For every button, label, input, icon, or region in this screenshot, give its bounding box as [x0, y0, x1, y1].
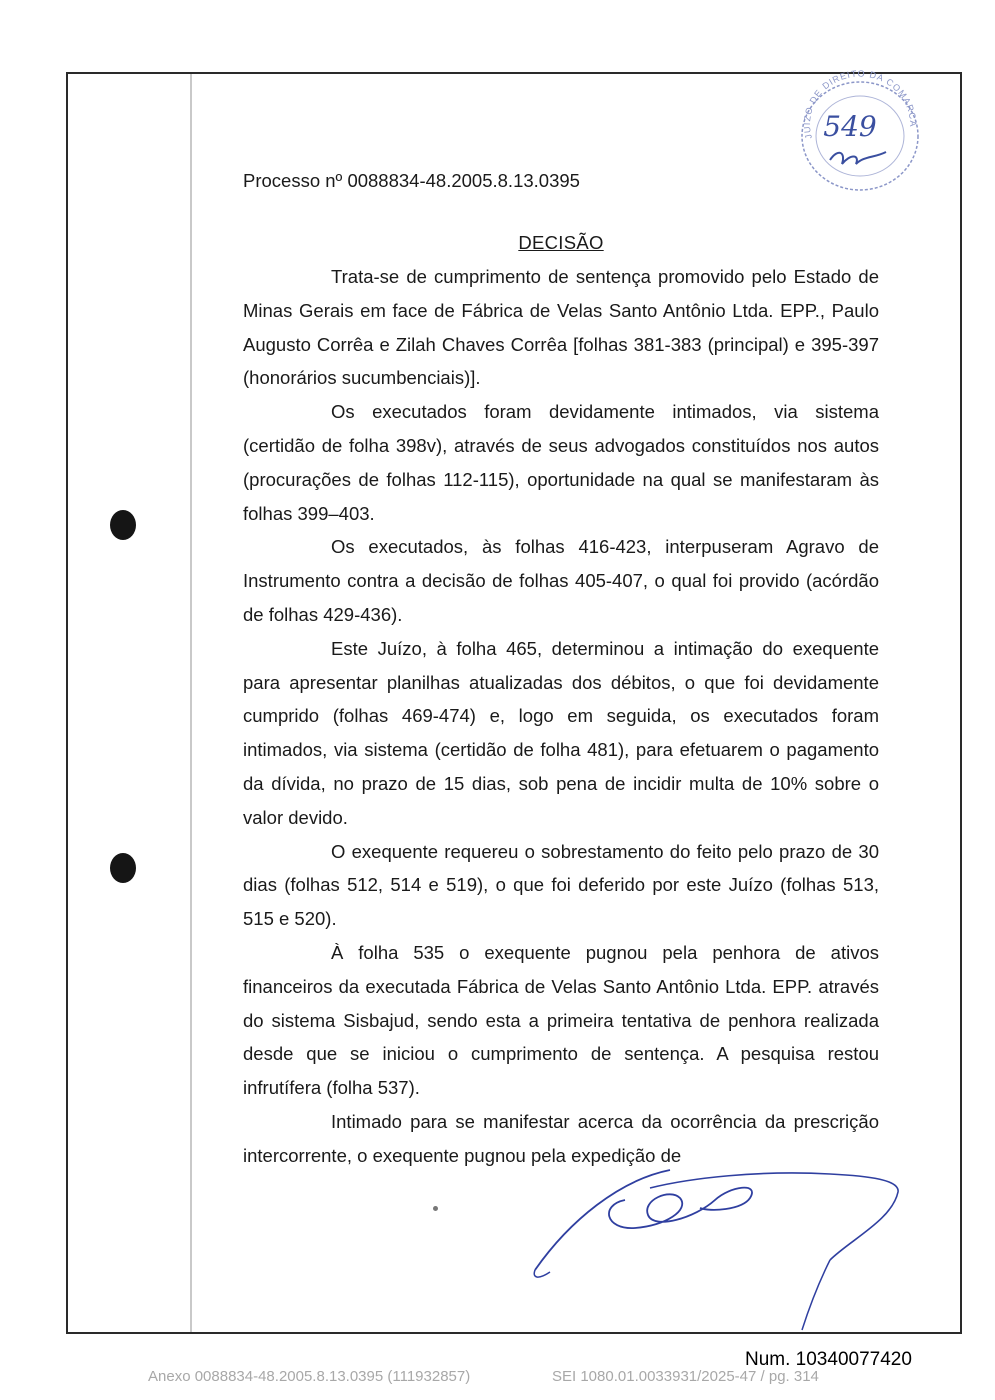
page-fold-line	[190, 74, 192, 1332]
sei-reference: SEI 1080.01.0033931/2025-47 / pg. 314	[552, 1368, 819, 1385]
paragraph: À folha 535 o exequente pugnou pela penhora de ativos financeiros da executada Fábrica de Velas Santo Antônio Ltda. EPP. através do sistema Sisbajud, sendo esta a primeira tentativa de penhora realizada desde que se iniciou o cumprimento de sentença. A pesquisa restou infrutífera (folha 537).	[243, 941, 879, 1099]
decision-heading: DECISÃO	[518, 232, 604, 253]
paragraph: Trata-se de cumprimento de sentença promovido pelo Estado de Minas Gerais em face de Fábrica de Velas Santo Antônio Ltda. EPP., Paulo Augusto Corrêa e Zilah Chaves Corrêa [folhas 381-383 (principal) e 395-397 (honorários sucumbenciais)].	[243, 266, 879, 389]
paragraph: Este Juízo, à folha 465, determinou a intimação do exequente para apresentar planilhas atualizadas dos débitos, o que foi devidamente cumprido (folhas 469-474) e, logo em seguida, os executados foram intimados, via sistema (certidão de folha 481), para efetuarem o pagamento da dívida, no prazo de 15 dias, sob pena de incidir multa de 10% sobre o valor devido.	[243, 637, 879, 828]
stamp-ring-text: JUIZO DE DIREITO DA COMARCA	[801, 68, 919, 140]
paragraph: Os executados, às folhas 416-423, interpuseram Agravo de Instrumento contra a decisão de folhas 405-407, o qual foi provido (acórdão de folhas 429-436).	[243, 536, 879, 625]
handwritten-signature	[530, 1160, 910, 1335]
document-number: Num. 10340077420	[745, 1349, 912, 1370]
paragraph: Os executados foram devidamente intimados, via sistema (certidão de folha 398v), através de seus advogados constituídos nos autos (procurações de folhas 112-115), oportunidade na qual se manifestaram às folhas 399–403.	[243, 401, 879, 524]
paragraph: O exequente requereu o sobrestamento do feito pelo prazo de 30 dias (folhas 512, 514 e 519), o que foi deferido por este Juízo (folhas 513, 515 e 520).	[243, 840, 879, 930]
process-number: Processo nº 0088834-48.2005.8.13.0395	[243, 170, 580, 191]
annex-reference: Anexo 0088834-48.2005.8.13.0395 (111932857)	[148, 1368, 471, 1385]
punch-hole	[110, 510, 136, 540]
paragraph: Intimado para se manifestar acerca da ocorrência da prescrição intercorrente, o exequente pugnou pela expedição de	[243, 1110, 879, 1166]
document-body	[243, 170, 879, 1173]
scan-speck	[433, 1206, 438, 1211]
punch-hole	[110, 853, 136, 883]
stamp-page-number: 549	[823, 110, 877, 143]
